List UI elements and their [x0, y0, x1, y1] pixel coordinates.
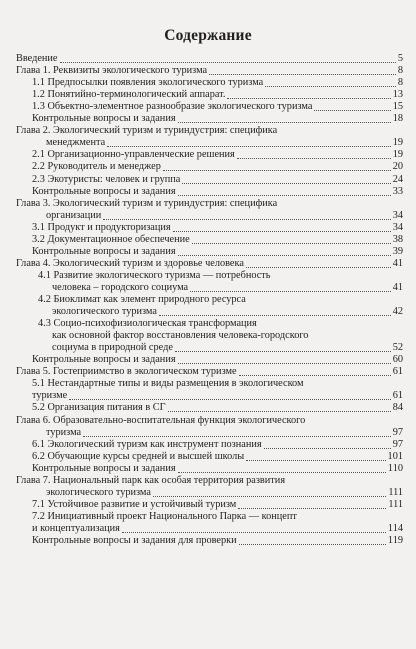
toc-entry-title: Глава 1. Реквизиты экологического туризма: [16, 65, 208, 77]
toc-entry-title: Глава 7. Национальный парк как особая территория развития: [16, 474, 286, 486]
toc-section-entry: [16, 499, 403, 511]
toc-section-entry: [16, 174, 403, 186]
toc-chapter-entry: [16, 475, 403, 499]
toc-section-entry: [16, 246, 403, 258]
toc-leader-dots: [159, 315, 391, 316]
toc-section-entry: [16, 101, 403, 113]
toc-section-entry: [16, 354, 403, 366]
toc-entry-title: как основной фактор восстановления человека-городского: [52, 330, 309, 342]
toc-entry-title: 1.3 Объектно-элементное разнообразие экологического туризма: [32, 101, 313, 113]
toc-section-entry: [16, 270, 403, 294]
toc-page-number: 111: [388, 498, 403, 510]
toc-entry-title: 6.1 Экологический туризм как инструмент познания: [32, 438, 262, 450]
toc-entry-title: Контрольные вопросы и задания: [32, 245, 176, 257]
toc-entry-title: Глава 3. Экологический туризм и туриндустрия: специфика: [16, 197, 278, 209]
toc-leader-dots: [178, 195, 391, 196]
toc-leader-dots: [69, 399, 391, 400]
toc-section-entry: [16, 535, 403, 547]
toc-entry-title: туризма: [46, 426, 82, 438]
toc-section-entry: [16, 378, 403, 402]
toc-entry-title: и концептуализация: [32, 522, 120, 534]
toc-entry-title: 4.2 Биоклимат как элемент природного ресурса: [38, 294, 246, 305]
toc-leader-dots: [153, 496, 386, 497]
toc-page-number: 15: [392, 101, 403, 113]
toc-entry-title: Глава 4. Экологический туризм и здоровье человека: [16, 257, 244, 269]
toc-page-number: 39: [392, 245, 403, 257]
toc-leader-dots: [190, 291, 391, 292]
toc-leader-dots: [209, 74, 396, 75]
toc-page-number: 97: [392, 438, 403, 450]
toc-leader-dots: [239, 375, 391, 376]
toc-section-entry: [16, 463, 403, 475]
toc-entry-title: 2.3 Экотуристы: человек и группа: [32, 173, 181, 185]
toc-section-entry: [16, 222, 403, 234]
toc-leader-dots: [178, 472, 386, 473]
toc-section-entry: [16, 234, 403, 246]
toc-entry-title: 6.2 Обучающие курсы средней и высшей школы: [32, 450, 245, 462]
toc-leader-dots: [237, 158, 391, 159]
toc-leader-dots: [238, 508, 386, 509]
toc-page-number: 61: [392, 366, 403, 378]
toc-chapter-entry: [16, 65, 403, 77]
toc-leader-dots: [122, 532, 386, 533]
toc-leader-dots: [168, 411, 391, 412]
toc-entry-title: менеджмента: [46, 137, 106, 149]
toc-entry-title: Глава 5. Гостеприимство в экологическом туризме: [16, 366, 237, 378]
toc-chapter-entry: [16, 415, 403, 439]
toc-section-entry: [16, 77, 403, 89]
toc-entry-title: туризме: [32, 390, 68, 402]
toc-entry-title: Контрольные вопросы и задания: [32, 462, 176, 474]
toc-leader-dots: [107, 146, 391, 147]
toc-page-number: 41: [392, 281, 403, 293]
toc-page-number: 101: [387, 450, 403, 462]
toc-entry-title: 4.3 Социо-психофизиологическая трансформация: [38, 318, 257, 330]
toc-entry-title: 4.1 Развитие экологического туризма — потребность: [38, 269, 271, 281]
toc-leader-dots: [178, 122, 391, 123]
toc-entry-title: человека – городского социума: [52, 281, 189, 293]
toc-page-number: 42: [392, 306, 403, 317]
toc-page-number: 114: [387, 522, 403, 534]
toc-entry-title: Контрольные вопросы и задания: [32, 185, 176, 197]
toc-entry-title: 1.2 Понятийно-терминологический аппарат.: [32, 89, 226, 101]
toc-page-number: 41: [392, 257, 403, 269]
toc-leader-dots: [192, 243, 391, 244]
toc-entry-title: Контрольные вопросы и задания: [32, 354, 176, 366]
toc-leader-dots: [182, 183, 391, 184]
toc-page-number: 19: [392, 149, 403, 161]
toc-page-number: 97: [392, 426, 403, 438]
toc-entry-title: организации: [46, 209, 102, 221]
toc-leader-dots: [103, 219, 391, 220]
toc-entry-title: Глава 2. Экологический туризм и туриндустрия: специфика: [16, 125, 278, 137]
toc-entry-title: 7.1 Устойчивое развитие и устойчивый туризм: [32, 498, 237, 510]
toc-leader-dots: [246, 460, 386, 461]
toc-entry-title: экологического туризма: [46, 486, 151, 498]
toc-page-number: 60: [392, 354, 403, 366]
toc-entry-title: 3.1 Продукт и продукторизация: [32, 221, 171, 233]
toc-section-entry: [16, 89, 403, 101]
toc-entry-title: Контрольные вопросы и задания: [32, 113, 176, 125]
toc-entry-title: Контрольные вопросы и задания для проверки: [32, 535, 237, 546]
toc-entry-title: 1.1 Предпосылки появления экологического туризма: [32, 77, 264, 89]
toc-leader-dots: [227, 98, 391, 99]
toc-leader-dots: [83, 436, 391, 437]
toc-entry-title: 7.2 Инициативный проект Национального Парка — концепт: [32, 510, 297, 522]
toc-section-entry: [16, 402, 403, 414]
toc-section-entry: [16, 511, 403, 535]
toc-leader-dots: [60, 62, 396, 63]
toc-leader-dots: [163, 170, 391, 171]
toc-leader-dots: [239, 544, 386, 545]
toc-page-number: 119: [387, 535, 403, 546]
toc-leader-dots: [175, 351, 391, 352]
toc-page-number: 5: [397, 53, 403, 64]
toc-entry-title: социума в природной среде: [52, 342, 173, 354]
toc-page-number: 110: [387, 462, 403, 474]
toc-leader-dots: [173, 231, 391, 232]
toc-page-number: 8: [397, 65, 403, 77]
toc-page-number: 38: [392, 233, 403, 245]
toc-page-number: 19: [392, 137, 403, 149]
toc-chapter-entry: [16, 53, 403, 65]
toc-entry-title: 2.2 Руководитель и менеджер: [32, 161, 161, 173]
toc-section-entry: [16, 439, 403, 451]
toc-section-entry: [16, 113, 403, 125]
toc-leader-dots: [265, 86, 396, 87]
toc-page-number: 61: [392, 390, 403, 402]
toc-page-number: 18: [392, 113, 403, 125]
toc-page-number: 13: [392, 89, 403, 101]
toc-page-number: 34: [392, 221, 403, 233]
toc-chapter-entry: [16, 366, 403, 378]
toc-section-entry: [16, 318, 403, 354]
toc-page-number: 33: [392, 185, 403, 197]
toc-entry-title: 5.1 Нестандартные типы и виды размещения в экологическом: [32, 378, 304, 390]
toc-chapter-entry: [16, 198, 403, 222]
toc-page-number: 8: [397, 77, 403, 89]
toc-section-entry: [16, 294, 403, 318]
toc-page-number: 20: [392, 161, 403, 173]
toc-chapter-entry: [16, 258, 403, 270]
toc-entry-title: 3.2 Документационное обеспечение: [32, 233, 190, 245]
toc-page-number: 52: [392, 342, 403, 354]
toc-entry-title: экологического туризма: [52, 306, 157, 317]
toc-entry-title: 5.2 Организация питания в СГ: [32, 402, 166, 414]
toc-leader-dots: [264, 448, 391, 449]
toc-section-entry: [16, 161, 403, 173]
toc-section-entry: [16, 186, 403, 198]
toc-chapter-entry: [16, 125, 403, 149]
toc-entry-title: 2.1 Организационно-управленческие решения: [32, 149, 235, 161]
toc-section-entry: [16, 149, 403, 161]
toc-leader-dots: [314, 110, 391, 111]
toc-leader-dots: [178, 255, 391, 256]
page-title: Содержание: [164, 27, 252, 44]
toc-page-number: 84: [392, 402, 403, 414]
toc-page-number: 24: [392, 173, 403, 185]
toc-leader-dots: [178, 363, 391, 364]
toc-leader-dots: [246, 267, 391, 268]
toc-entry-title: Глава 6. Образовательно-воспитательная функция экологического: [16, 414, 306, 426]
toc-section-entry: [16, 451, 403, 463]
toc-page-number: 34: [392, 209, 403, 221]
toc-page-number: 111: [388, 486, 403, 498]
toc-entry-title: Введение: [16, 53, 58, 64]
